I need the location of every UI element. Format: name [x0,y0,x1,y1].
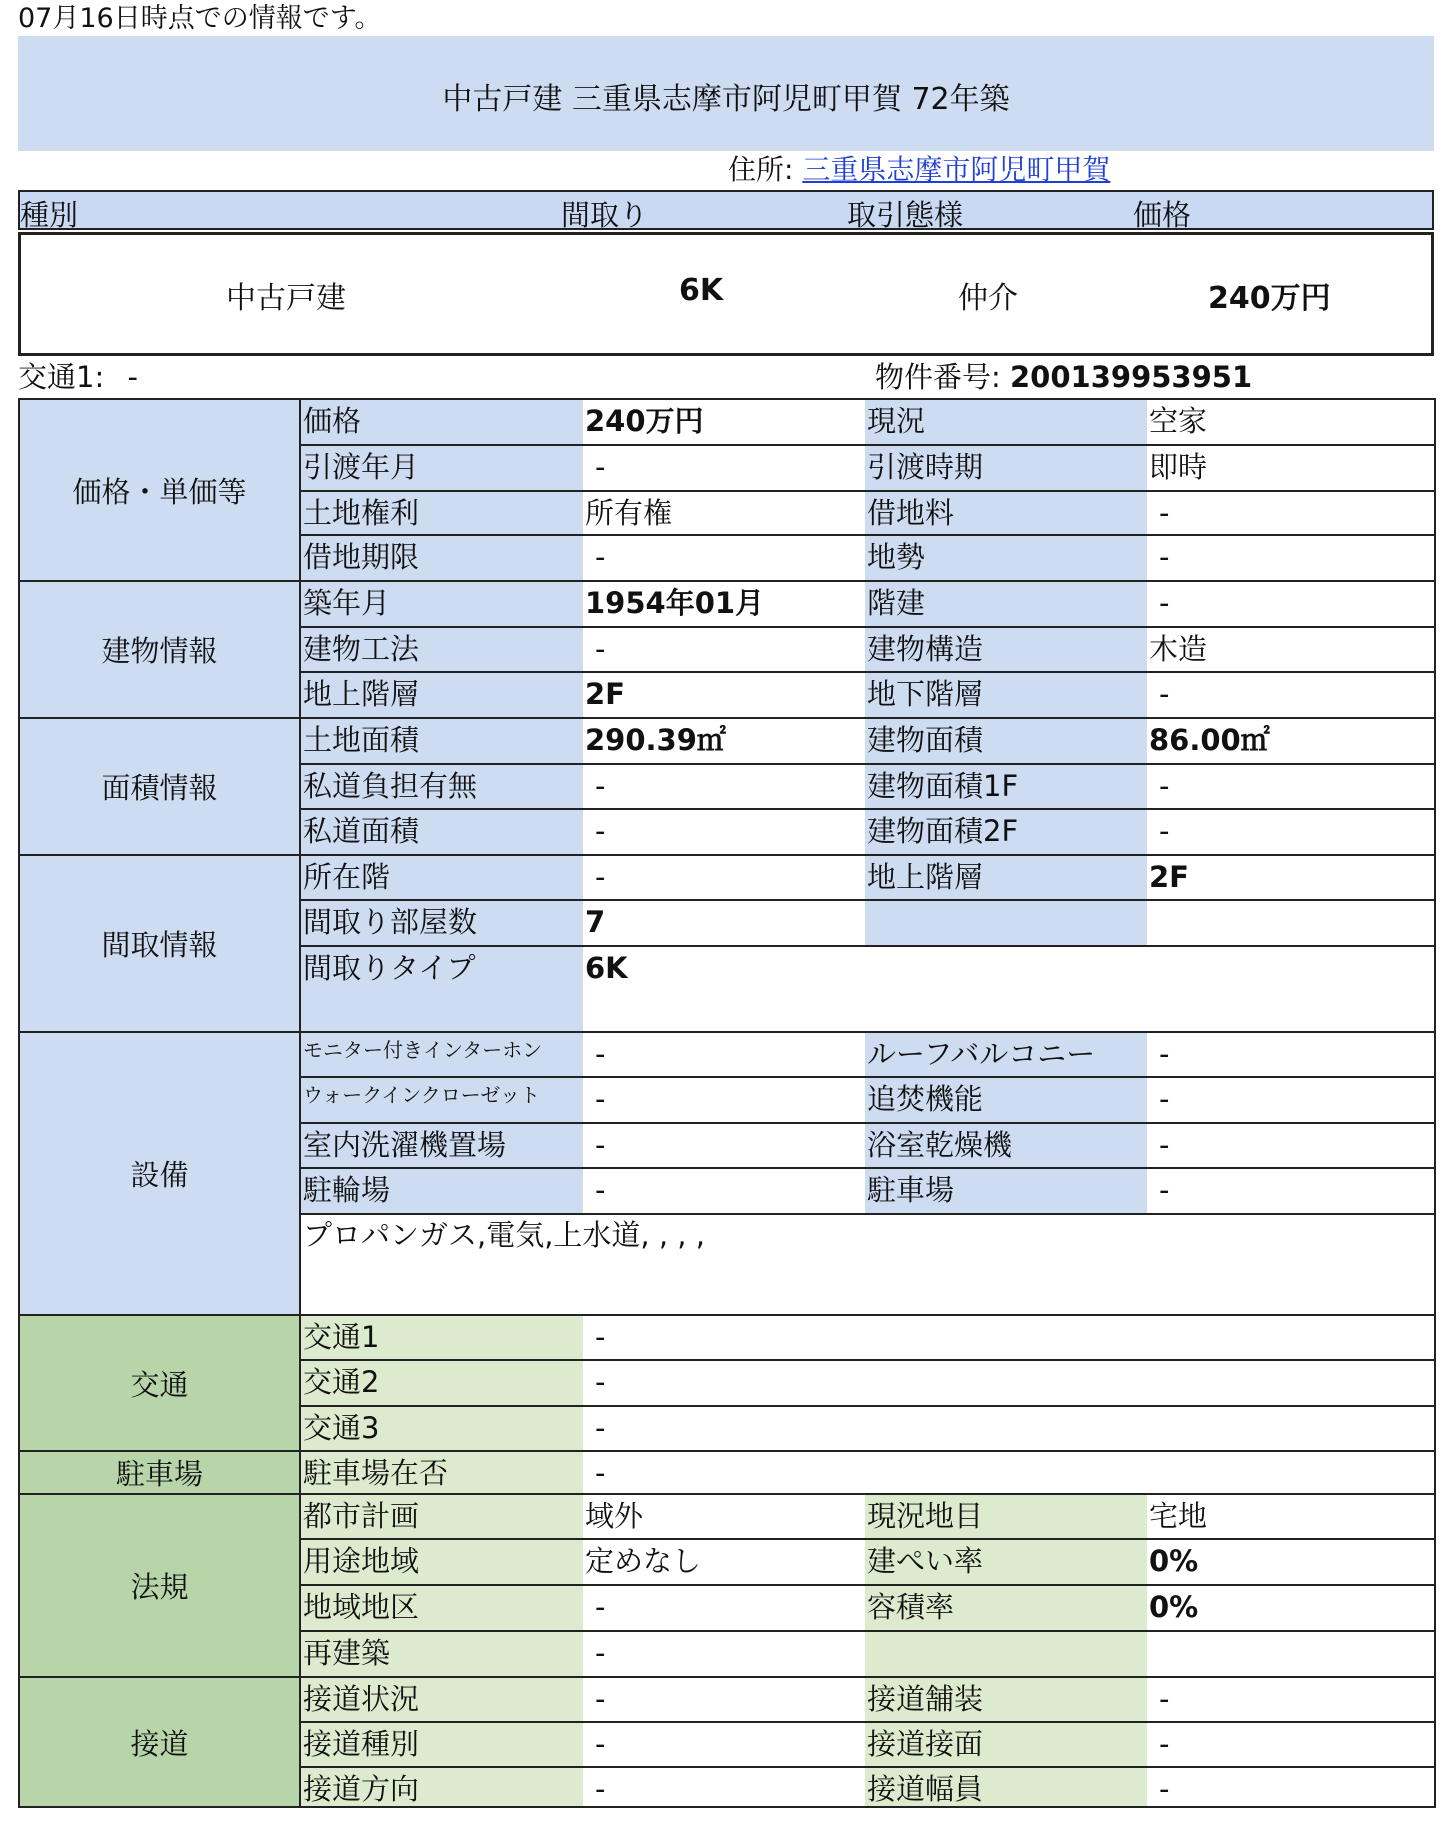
row-label: 建物構造 [865,628,1147,671]
row-label: 地勢 [865,536,1147,580]
row-label: 建物面積1F [865,765,1147,808]
row-label: 接道方向 [301,1768,583,1806]
details-table [18,398,1436,1808]
row-label: 建物面積 [865,719,1147,763]
row-label: 現況 [865,400,1147,444]
row-value: - [1159,1128,1170,1162]
section-building: 建物情報 [20,580,301,717]
row-label: モニター付きインターホン [301,1033,583,1076]
row-value: 6K [585,951,628,985]
row-value: - [1159,540,1170,574]
row-value: - [595,1636,606,1670]
row-label: 階建 [865,582,1147,626]
row-label: 築年月 [301,582,583,626]
table-row [301,1076,1434,1122]
row-value: - [1159,1173,1170,1207]
row-label: ウォークインクローゼット [301,1078,583,1122]
section-parking: 駐車場 [20,1450,301,1493]
row-value [1147,1632,1434,1676]
title-band [18,36,1434,151]
row-value: 即時 [1149,450,1208,484]
row-value: 2F [585,677,625,711]
row-value: - [1159,496,1170,530]
row-label: 私道面積 [301,810,583,854]
row-value: - [1159,1082,1170,1116]
row-value: - [1159,1037,1170,1071]
table-row [301,1630,1434,1676]
summary-box [18,232,1434,356]
table-row [301,580,1434,626]
table-row [301,1721,1434,1766]
row-value: - [595,1590,606,1624]
property-number-label: 物件番号: [875,360,1001,394]
table-row [301,1493,1434,1538]
row-value: - [595,632,606,666]
address-label: 住所: [728,153,794,186]
row-label: 再建築 [301,1632,583,1676]
row-value: - [1159,1727,1170,1761]
row-value: - [1159,1682,1170,1716]
row-value: - [595,540,606,574]
row-value: 1954年01月 [585,586,765,620]
table-row [301,1359,1434,1405]
row-value: - [595,1456,606,1490]
row-label: 接道舗装 [865,1678,1147,1721]
section-road: 接道 [20,1676,301,1806]
row-label [865,1632,1147,1676]
summary-type: 中古戸建 [226,281,346,316]
row-value [1147,901,1434,945]
table-row [301,1167,1434,1213]
row-value: 木造 [1149,632,1208,666]
row-label: 容積率 [865,1586,1147,1630]
row-value: - [595,1772,606,1806]
table-row [301,1314,1434,1359]
row-label: 建物面積2F [865,810,1147,854]
table-row [301,1122,1434,1167]
row-value: - [595,1037,606,1071]
section-equipment: 設備 [20,1031,301,1314]
row-label: 引渡年月 [301,446,583,490]
table-row [301,444,1434,490]
summary-header-transaction: 取引態様 [847,198,964,232]
property-number [875,357,1252,397]
row-label: 接道幅員 [865,1768,1147,1806]
row-label: 室内洗濯機置場 [301,1124,583,1167]
section-transport: 交通 [20,1314,301,1450]
table-row [301,671,1434,717]
table-row [301,1405,1434,1450]
section-area: 面積情報 [20,717,301,854]
row-value: - [595,1365,606,1399]
table-row [301,626,1434,671]
row-label: 用途地域 [301,1540,583,1584]
table-row [301,1538,1434,1584]
row-value: 290.39㎡ [585,723,726,757]
row-value: 所有権 [585,496,673,530]
table-row [301,899,1434,945]
row-label: 地上階層 [301,673,583,717]
row-value: - [595,450,606,484]
property-number-value: 200139953951 [1010,360,1253,394]
row-label: 駐車場 [865,1169,1147,1213]
row-value: - [595,1320,606,1354]
table-row [301,854,1434,899]
section-law: 法規 [20,1493,301,1676]
row-label: 現況地目 [865,1495,1147,1538]
row-value: 宅地 [1149,1499,1208,1533]
row-value: 0% [1149,1590,1199,1624]
traffic-line [18,357,138,397]
table-row [301,534,1434,580]
row-value: 86.00㎡ [1149,723,1270,757]
summary-header [18,190,1434,230]
infrastructure-text: プロパンガス,電気,上水道, , , , [301,1213,1434,1314]
row-label: 土地面積 [301,719,583,763]
row-value: - [1159,586,1170,620]
row-label: 駐車場在否 [301,1452,583,1493]
row-label: 借地期限 [301,536,583,580]
table-row [301,763,1434,808]
row-value: - [595,1727,606,1761]
row-label: 交通1 [301,1316,583,1359]
row-value: - [595,769,606,803]
row-value: - [595,1411,606,1445]
row-value: - [1159,814,1170,848]
summary-header-price: 価格 [1133,198,1192,232]
row-value: - [595,1082,606,1116]
summary-transaction: 仲介 [958,281,1018,316]
table-row [301,1676,1434,1721]
row-label: 間取りタイプ [301,947,583,1031]
page-title: 中古戸建 三重県志摩市阿児町甲賀 72年築 [442,82,1010,117]
row-value: - [1159,1772,1170,1806]
table-row [301,1031,1434,1076]
row-value: 域外 [585,1499,644,1533]
traffic-label: 交通1: [18,360,105,394]
row-label: 引渡時期 [865,446,1147,490]
row-value: - [595,1173,606,1207]
table-row [301,1766,1434,1806]
row-label: 所在階 [301,856,583,899]
table-row [301,717,1434,763]
row-label: 間取り部屋数 [301,901,583,945]
address-line [728,150,1110,190]
row-label: 浴室乾燥機 [865,1124,1147,1167]
as-of-date: 07月16日時点での情報です。 [18,3,382,34]
row-label: 接道接面 [865,1723,1147,1766]
row-value: - [595,814,606,848]
summary-header-type: 種別 [20,198,79,232]
row-label [865,901,1147,945]
summary-layout: 6K [679,273,724,308]
section-price: 価格・単価等 [20,398,301,580]
table-row [301,1450,1434,1493]
row-label: 建物工法 [301,628,583,671]
table-row [301,945,1434,1031]
row-value: - [595,860,606,894]
table-row [301,1584,1434,1630]
section-layout: 間取情報 [20,854,301,1031]
row-label: 土地権利 [301,492,583,534]
summary-price: 240万円 [1208,281,1331,316]
row-value: 定めなし [585,1544,702,1578]
row-value: 空家 [1149,404,1208,438]
row-label: 地上階層 [865,856,1147,899]
row-value: 7 [585,905,606,939]
row-label: 私道負担有無 [301,765,583,808]
row-value: 2F [1149,860,1189,894]
row-value: - [595,1128,606,1162]
row-label: 都市計画 [301,1495,583,1538]
row-label: 接道種別 [301,1723,583,1766]
row-value: 0% [1149,1544,1199,1578]
table-row [301,490,1434,534]
table-row [301,808,1434,854]
summary-header-layout: 間取り [561,198,649,232]
table-row [301,398,1434,444]
row-value: 240万円 [585,404,704,438]
row-label: 価格 [301,400,583,444]
row-label: 交通2 [301,1361,583,1405]
row-label: 追焚機能 [865,1078,1147,1122]
traffic-value: - [127,360,138,394]
row-label: 駐輪場 [301,1169,583,1213]
row-label: ルーフバルコニー [865,1033,1147,1076]
row-value: - [595,1682,606,1716]
row-value: - [1159,677,1170,711]
row-label: 交通3 [301,1407,583,1450]
row-label: 地域地区 [301,1586,583,1630]
row-label: 建ぺい率 [865,1540,1147,1584]
address-link[interactable]: 三重県志摩市阿児町甲賀 [802,153,1111,186]
row-label: 地下階層 [865,673,1147,717]
row-value: - [1159,769,1170,803]
row-label: 借地料 [865,492,1147,534]
row-label: 接道状況 [301,1678,583,1721]
